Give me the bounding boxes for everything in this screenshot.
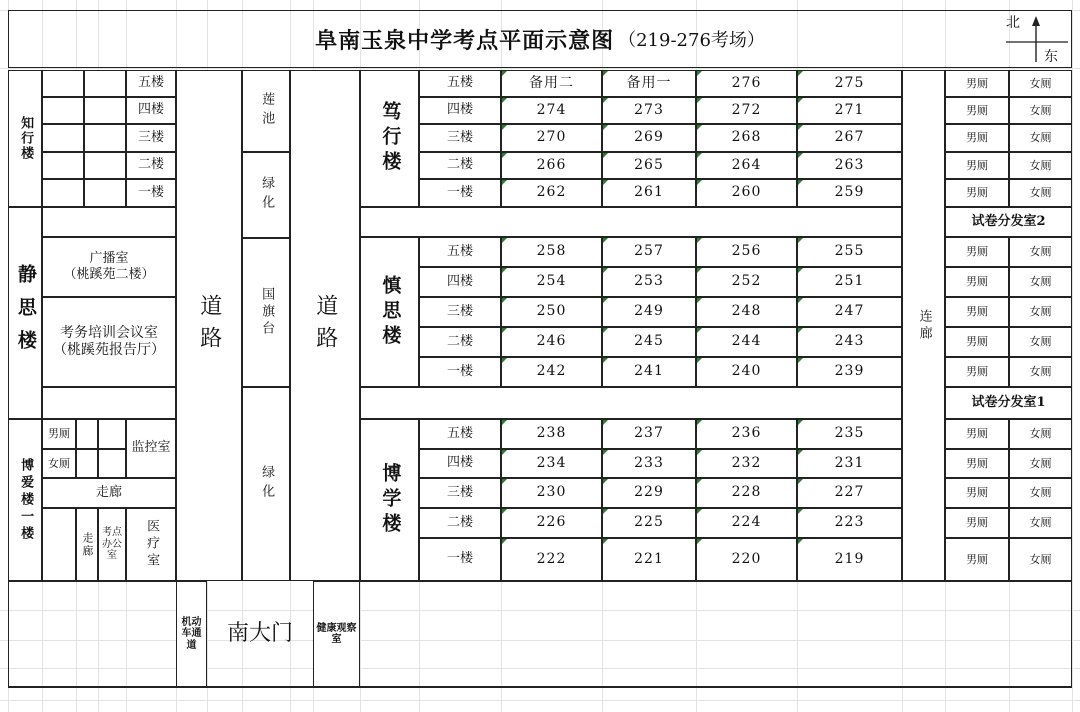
page-subtitle: （219-276考场） [618,30,765,51]
female-restroom: 女厕 [1009,152,1072,179]
paper-dispatch-room-1: 试卷分发室1 [945,387,1072,419]
boai-cell [42,508,76,581]
page-title: 阜南玉泉中学考点平面示意图 [315,27,615,54]
exam-room-cell: 231 [797,449,902,478]
exam-room-cell: 253 [602,267,696,297]
boai-female-restroom: 女厕 [42,449,76,478]
passage-row-south [360,387,902,419]
exam-room-cell: 263 [797,152,902,179]
exam-room-cell: 230 [501,478,602,508]
exam-room-cell: 235 [797,419,902,449]
lotus-pond: 莲池 [242,70,290,152]
exam-room-cell: 228 [696,478,797,508]
exam-room-cell: 229 [602,478,696,508]
health-observation-room: 健康观察室 [313,581,360,687]
exam-room-cell: 272 [696,97,797,124]
compass-north-label: 北 [1006,15,1020,31]
south-gate: 南大门 [226,621,293,647]
female-restroom: 女厕 [1009,478,1072,508]
male-restroom: 男厕 [945,297,1009,327]
exam-office: 考点办公室 [98,508,126,581]
shensi-floor-label: 二楼 [419,327,501,357]
male-restroom: 男厕 [945,97,1009,124]
male-restroom: 男厕 [945,70,1009,97]
exam-room-cell: 262 [501,179,602,207]
female-restroom: 女厕 [1009,419,1072,449]
monitor-room: 监控室 [126,419,176,478]
exam-room-cell: 243 [797,327,902,357]
male-restroom: 男厕 [945,357,1009,387]
duxing-floor-label: 五楼 [419,70,501,97]
zhixing-floor-5: 五楼 [126,70,176,97]
duxing-floor-label: 二楼 [419,152,501,179]
male-restroom: 男厕 [945,327,1009,357]
exam-room-cell: 239 [797,357,902,387]
jingsi-blank-cell [42,207,176,237]
zhixing-floor-2: 二楼 [126,152,176,179]
male-restroom: 男厕 [945,538,1009,581]
exam-room-cell: 261 [602,179,696,207]
female-restroom: 女厕 [1009,357,1072,387]
broadcast-room: 广播室 （桃蹊苑二楼） [42,237,176,297]
exam-room-cell: 236 [696,419,797,449]
shensi-floor-label: 一楼 [419,357,501,387]
exam-room-cell: 252 [696,267,797,297]
paper-dispatch-room-2: 试卷分发室2 [945,207,1072,237]
male-restroom: 男厕 [945,267,1009,297]
male-restroom: 男厕 [945,478,1009,508]
exam-room-cell: 255 [797,237,902,267]
jingsi-blank-cell [42,387,176,419]
exam-room-cell: 232 [696,449,797,478]
shensi-floor-label: 四楼 [419,267,501,297]
boxue-floor-label: 一楼 [419,538,501,581]
passage-row-north [360,207,902,237]
female-restroom: 女厕 [1009,124,1072,152]
exam-room-cell: 223 [797,508,902,538]
male-restroom: 男厕 [945,124,1009,152]
exam-room-cell: 备用二 [501,70,602,97]
male-restroom: 男厕 [945,449,1009,478]
exam-room-cell: 233 [602,449,696,478]
boai-male-restroom: 男厕 [42,419,76,449]
exam-room-cell: 265 [602,152,696,179]
female-restroom: 女厕 [1009,508,1072,538]
exam-room-cell: 备用一 [602,70,696,97]
zhixing-cell [42,70,84,97]
medical-room: 医疗室 [126,508,176,581]
exam-room-cell: 224 [696,508,797,538]
female-restroom: 女厕 [1009,449,1072,478]
zhixing-building-label: 知行楼 [8,70,42,207]
boai-corridor: 走廊 [42,478,176,508]
exam-room-cell: 248 [696,297,797,327]
zhixing-cell [84,179,126,207]
boxue-floor-label: 五楼 [419,419,501,449]
exam-room-cell: 268 [696,124,797,152]
exam-room-cell: 241 [602,357,696,387]
female-restroom: 女厕 [1009,267,1072,297]
male-restroom: 男厕 [945,237,1009,267]
zhixing-cell [42,179,84,207]
exam-room-cell: 247 [797,297,902,327]
exam-room-cell: 267 [797,124,902,152]
road-left: 道路 [176,70,242,581]
duxing-floor-label: 一楼 [419,179,501,207]
exam-room-cell: 264 [696,152,797,179]
zhixing-floor-4: 四楼 [126,97,176,124]
title-bar [8,10,1072,68]
shensi-floor-label: 三楼 [419,297,501,327]
female-restroom: 女厕 [1009,538,1072,581]
exam-room-cell: 246 [501,327,602,357]
boxue-floor-label: 二楼 [419,508,501,538]
boai-building-label: 博爱楼一楼 [8,419,42,581]
male-restroom: 男厕 [945,152,1009,179]
exam-room-cell: 249 [602,297,696,327]
compass-east-label: 东 [1044,49,1058,65]
meeting-room: 考务培训会议室 （桃蹊苑报告厅） [42,297,176,387]
boxue-building-label: 博学楼 [360,419,419,581]
duxing-building-label: 笃行楼 [360,70,419,207]
exam-room-cell: 256 [696,237,797,267]
exam-room-cell: 271 [797,97,902,124]
exam-room-cell: 260 [696,179,797,207]
shensi-building-label: 慎思楼 [360,237,419,387]
exam-room-cell: 219 [797,538,902,581]
vehicle-passage: 机动车通道 [176,581,207,687]
exam-room-cell: 221 [602,538,696,581]
zhixing-cell [84,124,126,152]
boai-cell [76,449,98,478]
duxing-floor-label: 三楼 [419,124,501,152]
exam-room-cell: 269 [602,124,696,152]
exam-room-cell: 220 [696,538,797,581]
zhixing-cell [84,152,126,179]
female-restroom: 女厕 [1009,97,1072,124]
exam-room-cell: 273 [602,97,696,124]
zhixing-cell [84,97,126,124]
exam-room-cell: 276 [696,70,797,97]
boai-corridor-vertical: 走廊 [76,508,98,581]
exam-room-cell: 250 [501,297,602,327]
boxue-floor-label: 三楼 [419,478,501,508]
exam-room-cell: 245 [602,327,696,357]
zhixing-cell [84,70,126,97]
road-right: 道路 [290,70,360,581]
exam-room-cell: 244 [696,327,797,357]
shensi-floor-label: 五楼 [419,237,501,267]
jingsi-building-label: 静思楼 [8,207,42,419]
exam-room-cell: 258 [501,237,602,267]
exam-room-cell: 259 [797,179,902,207]
boai-cell [98,449,126,478]
exam-room-cell: 274 [501,97,602,124]
zhixing-floor-1: 一楼 [126,179,176,207]
greenery-south: 绿化 [242,387,290,581]
female-restroom: 女厕 [1009,70,1072,97]
exam-room-cell: 275 [797,70,902,97]
exam-room-cell: 270 [501,124,602,152]
exam-room-cell: 237 [602,419,696,449]
exam-room-cell: 254 [501,267,602,297]
male-restroom: 男厕 [945,179,1009,207]
zhixing-cell [42,124,84,152]
boai-cell [76,419,98,449]
exam-room-cell: 225 [602,508,696,538]
zhixing-cell [42,152,84,179]
male-restroom: 男厕 [945,419,1009,449]
exam-room-cell: 242 [501,357,602,387]
greenery-north: 绿化 [242,152,290,238]
female-restroom: 女厕 [1009,297,1072,327]
boai-cell [98,419,126,449]
south-area-right [360,581,1072,687]
exam-room-cell: 238 [501,419,602,449]
female-restroom: 女厕 [1009,179,1072,207]
exam-room-cell: 251 [797,267,902,297]
female-restroom: 女厕 [1009,237,1072,267]
zhixing-cell [42,97,84,124]
exam-room-cell: 226 [501,508,602,538]
male-restroom: 男厕 [945,508,1009,538]
south-area-left [8,581,176,687]
exam-room-cell: 222 [501,538,602,581]
exam-room-cell: 234 [501,449,602,478]
female-restroom: 女厕 [1009,327,1072,357]
exam-room-cell: 257 [602,237,696,267]
exam-room-cell: 240 [696,357,797,387]
exam-room-cell: 266 [501,152,602,179]
zhixing-floor-3: 三楼 [126,124,176,152]
bottom-border [8,686,1072,688]
duxing-floor-label: 四楼 [419,97,501,124]
compass [1004,12,1070,66]
boxue-floor-label: 四楼 [419,449,501,478]
exam-room-cell: 227 [797,478,902,508]
connecting-corridor: 连廊 [902,70,945,581]
flag-platform: 国旗台 [242,238,290,387]
